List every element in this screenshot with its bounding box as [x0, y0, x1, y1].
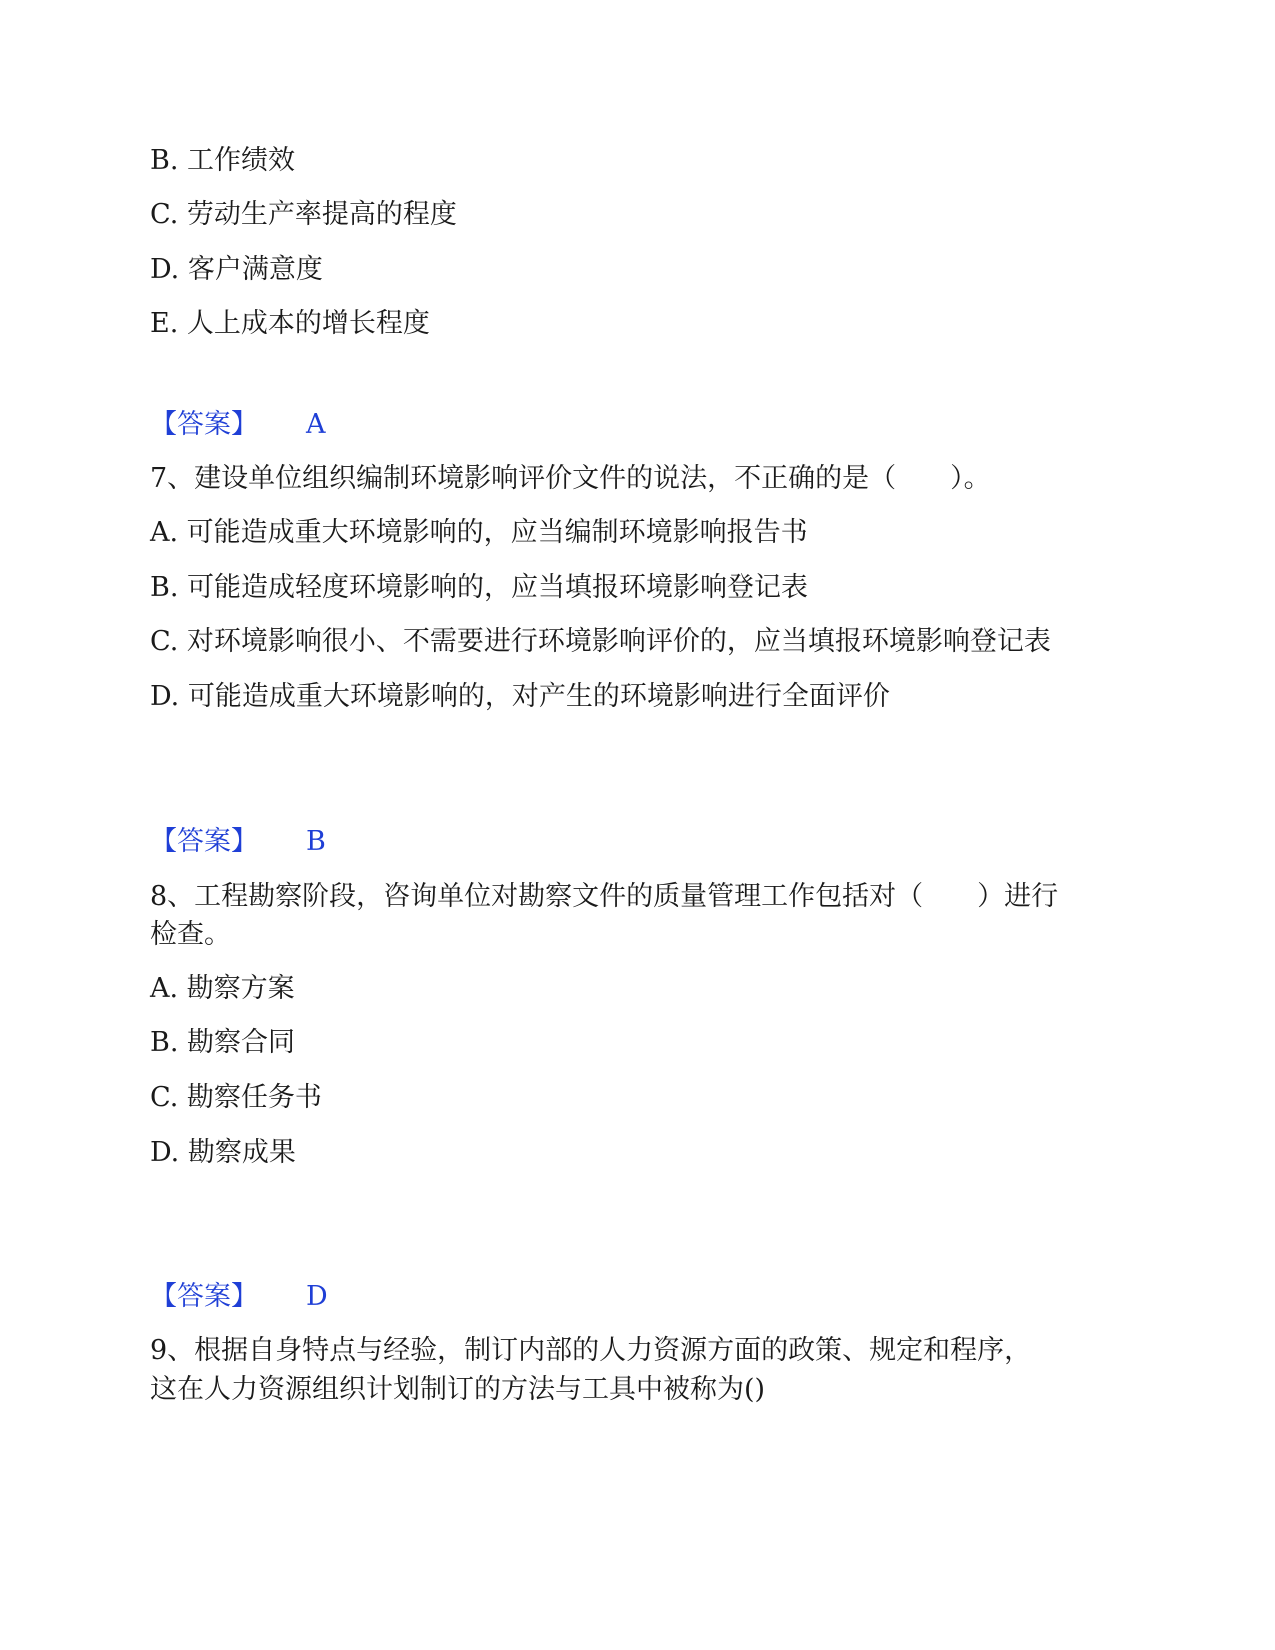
q7-option-d: D. 可能造成重大环境影响的，对产生的环境影响进行全面评价: [150, 681, 890, 712]
answer-label: 【答案】: [150, 826, 258, 857]
q8-option-d: D. 勘察成果: [150, 1137, 296, 1168]
q7-option-a: A. 可能造成重大环境影响的，应当编制环境影响报告书: [150, 517, 808, 548]
answer-value: D: [306, 1281, 328, 1312]
answer-prev: [150, 406, 326, 444]
option-d-prev: D. 客户满意度: [150, 254, 323, 285]
q8-option-c: C. 勘察任务书: [150, 1082, 322, 1113]
answer-value: B: [306, 826, 326, 857]
answer-label: 【答案】: [150, 409, 258, 440]
q8-stem-line2: 检查。: [150, 919, 231, 950]
q8-option-b: B. 勘察合同: [150, 1027, 296, 1058]
option-c-prev: C. 劳动生产率提高的程度: [150, 199, 457, 230]
q9-stem-line2: 这在人力资源组织计划制订的方法与工具中被称为(): [150, 1374, 766, 1405]
q8-option-a: A. 勘察方案: [150, 973, 295, 1004]
q7-option-c: C. 对环境影响很小、不需要进行环境影响评价的，应当填报环境影响登记表: [150, 626, 1051, 657]
q7-answer: [150, 823, 326, 861]
q8-stem-line1: 8、工程勘察阶段，咨询单位对勘察文件的质量管理工作包括对（ ）进行: [150, 881, 1059, 912]
q7-option-b: B. 可能造成轻度环境影响的，应当填报环境影响登记表: [150, 572, 809, 603]
option-e-prev: E. 人上成本的增长程度: [150, 308, 430, 339]
option-b-prev: B. 工作绩效: [150, 145, 296, 176]
q7-stem: 7、建设单位组织编制环境影响评价文件的说法，不正确的是（ ）。: [150, 463, 991, 494]
q8-answer: [150, 1278, 328, 1316]
answer-value: A: [306, 409, 326, 440]
q9-stem-line1: 9、根据自身特点与经验，制订内部的人力资源方面的政策、规定和程序，: [150, 1335, 1032, 1366]
answer-label: 【答案】: [150, 1281, 258, 1312]
